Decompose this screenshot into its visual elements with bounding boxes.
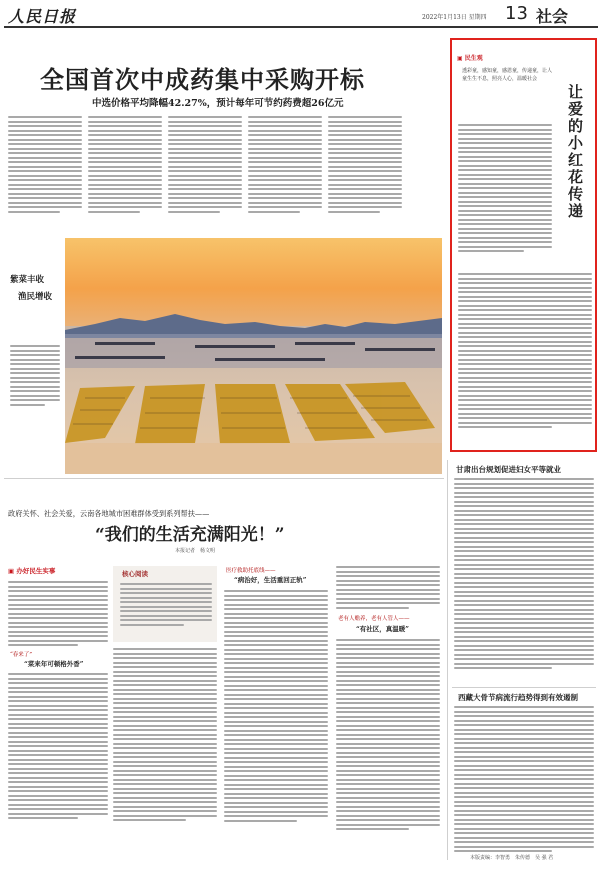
feature-subhead-1: “菜来年可顿格外香” — [24, 660, 84, 668]
feature-col-2 — [113, 648, 217, 824]
core-reading-body — [120, 583, 212, 628]
lead-body-col-5 — [328, 116, 402, 215]
column-badge — [457, 53, 483, 62]
feature-col-4-top — [336, 566, 440, 611]
feature-badge-label: 办好民生实事 — [16, 567, 56, 575]
feature-byline: 本报记者 杨文明 — [175, 548, 216, 554]
main-right-divider — [447, 460, 448, 860]
column-badge-label: 民生观 — [464, 55, 483, 62]
feature-badge — [8, 566, 55, 575]
feature-kicker: 政府关怀、社会关爱，云南各地城市困难群体受到系列帮扶—— — [8, 509, 210, 518]
photo-bottom-divider — [4, 478, 444, 479]
lead-subheadline: 中选价格平均降幅42.27%，预计每年可节约药费超26亿元 — [92, 98, 344, 109]
section-name: 社会 — [536, 7, 569, 26]
photo-caption-body — [10, 345, 60, 408]
right-kicker: 老有人赡养，老有人管人—— — [338, 616, 410, 622]
feature-badge-icon: ▣ — [8, 567, 15, 575]
lead-body-col-4 — [248, 116, 322, 215]
seaweed-farm-photo — [65, 238, 442, 474]
masthead-logo: 人民日报 — [8, 7, 77, 26]
right-subhead: “有社区，真温暖” — [356, 625, 409, 633]
sunset-sea-image — [65, 238, 442, 474]
masthead-date: 2022年1月13日 星期四 — [422, 14, 487, 21]
feature-col-1-bottom — [8, 673, 108, 822]
masthead-rule — [4, 26, 598, 28]
right-story-1-headline: 甘肃出台规划促进妇女平等就业 — [456, 465, 561, 474]
footer-credits: 本版责编：李智勇 朱传德 吴 强 君 — [470, 855, 554, 861]
right-story-divider — [452, 687, 596, 688]
mid-subhead: “病治好，生活重回正轨” — [234, 576, 307, 584]
column-badge-icon: ▣ — [457, 55, 463, 62]
core-reading-title: 核心阅读 — [122, 570, 148, 578]
feature-subhead-kicker: “春来了” — [10, 652, 33, 658]
photo-caption-title-2: 渔民增收 — [18, 292, 53, 302]
column-title: 让爱的小红花传递 — [566, 84, 584, 220]
lead-body-col-3 — [168, 116, 242, 215]
feature-col-3 — [224, 590, 328, 824]
mid-kicker: 医疗救助托底线—— — [226, 568, 276, 574]
column-body-bottom — [458, 273, 592, 431]
page-number: 13 — [505, 3, 528, 24]
lead-headline: 全国首次中成药集中采购开标 — [40, 66, 365, 94]
feature-headline: “我们的生活充满阳光！” — [95, 525, 285, 545]
lead-body-col-1 — [8, 116, 82, 215]
column-lead: 透彩童，感知童，感恩童，传递童，让人童生生不息，照亮人心，温暖社会 — [462, 68, 553, 82]
right-story-2-headline: 西藏大骨节病流行趋势得到有效遏制 — [458, 693, 578, 702]
feature-col-4-bottom — [336, 639, 440, 833]
feature-col-1-top — [8, 581, 108, 649]
right-story-2-body — [454, 706, 594, 855]
column-body-top — [458, 124, 552, 255]
photo-caption-title-1: 紫菜丰收 — [10, 275, 45, 285]
lead-body-col-2 — [88, 116, 162, 215]
right-story-1-body — [454, 478, 594, 672]
